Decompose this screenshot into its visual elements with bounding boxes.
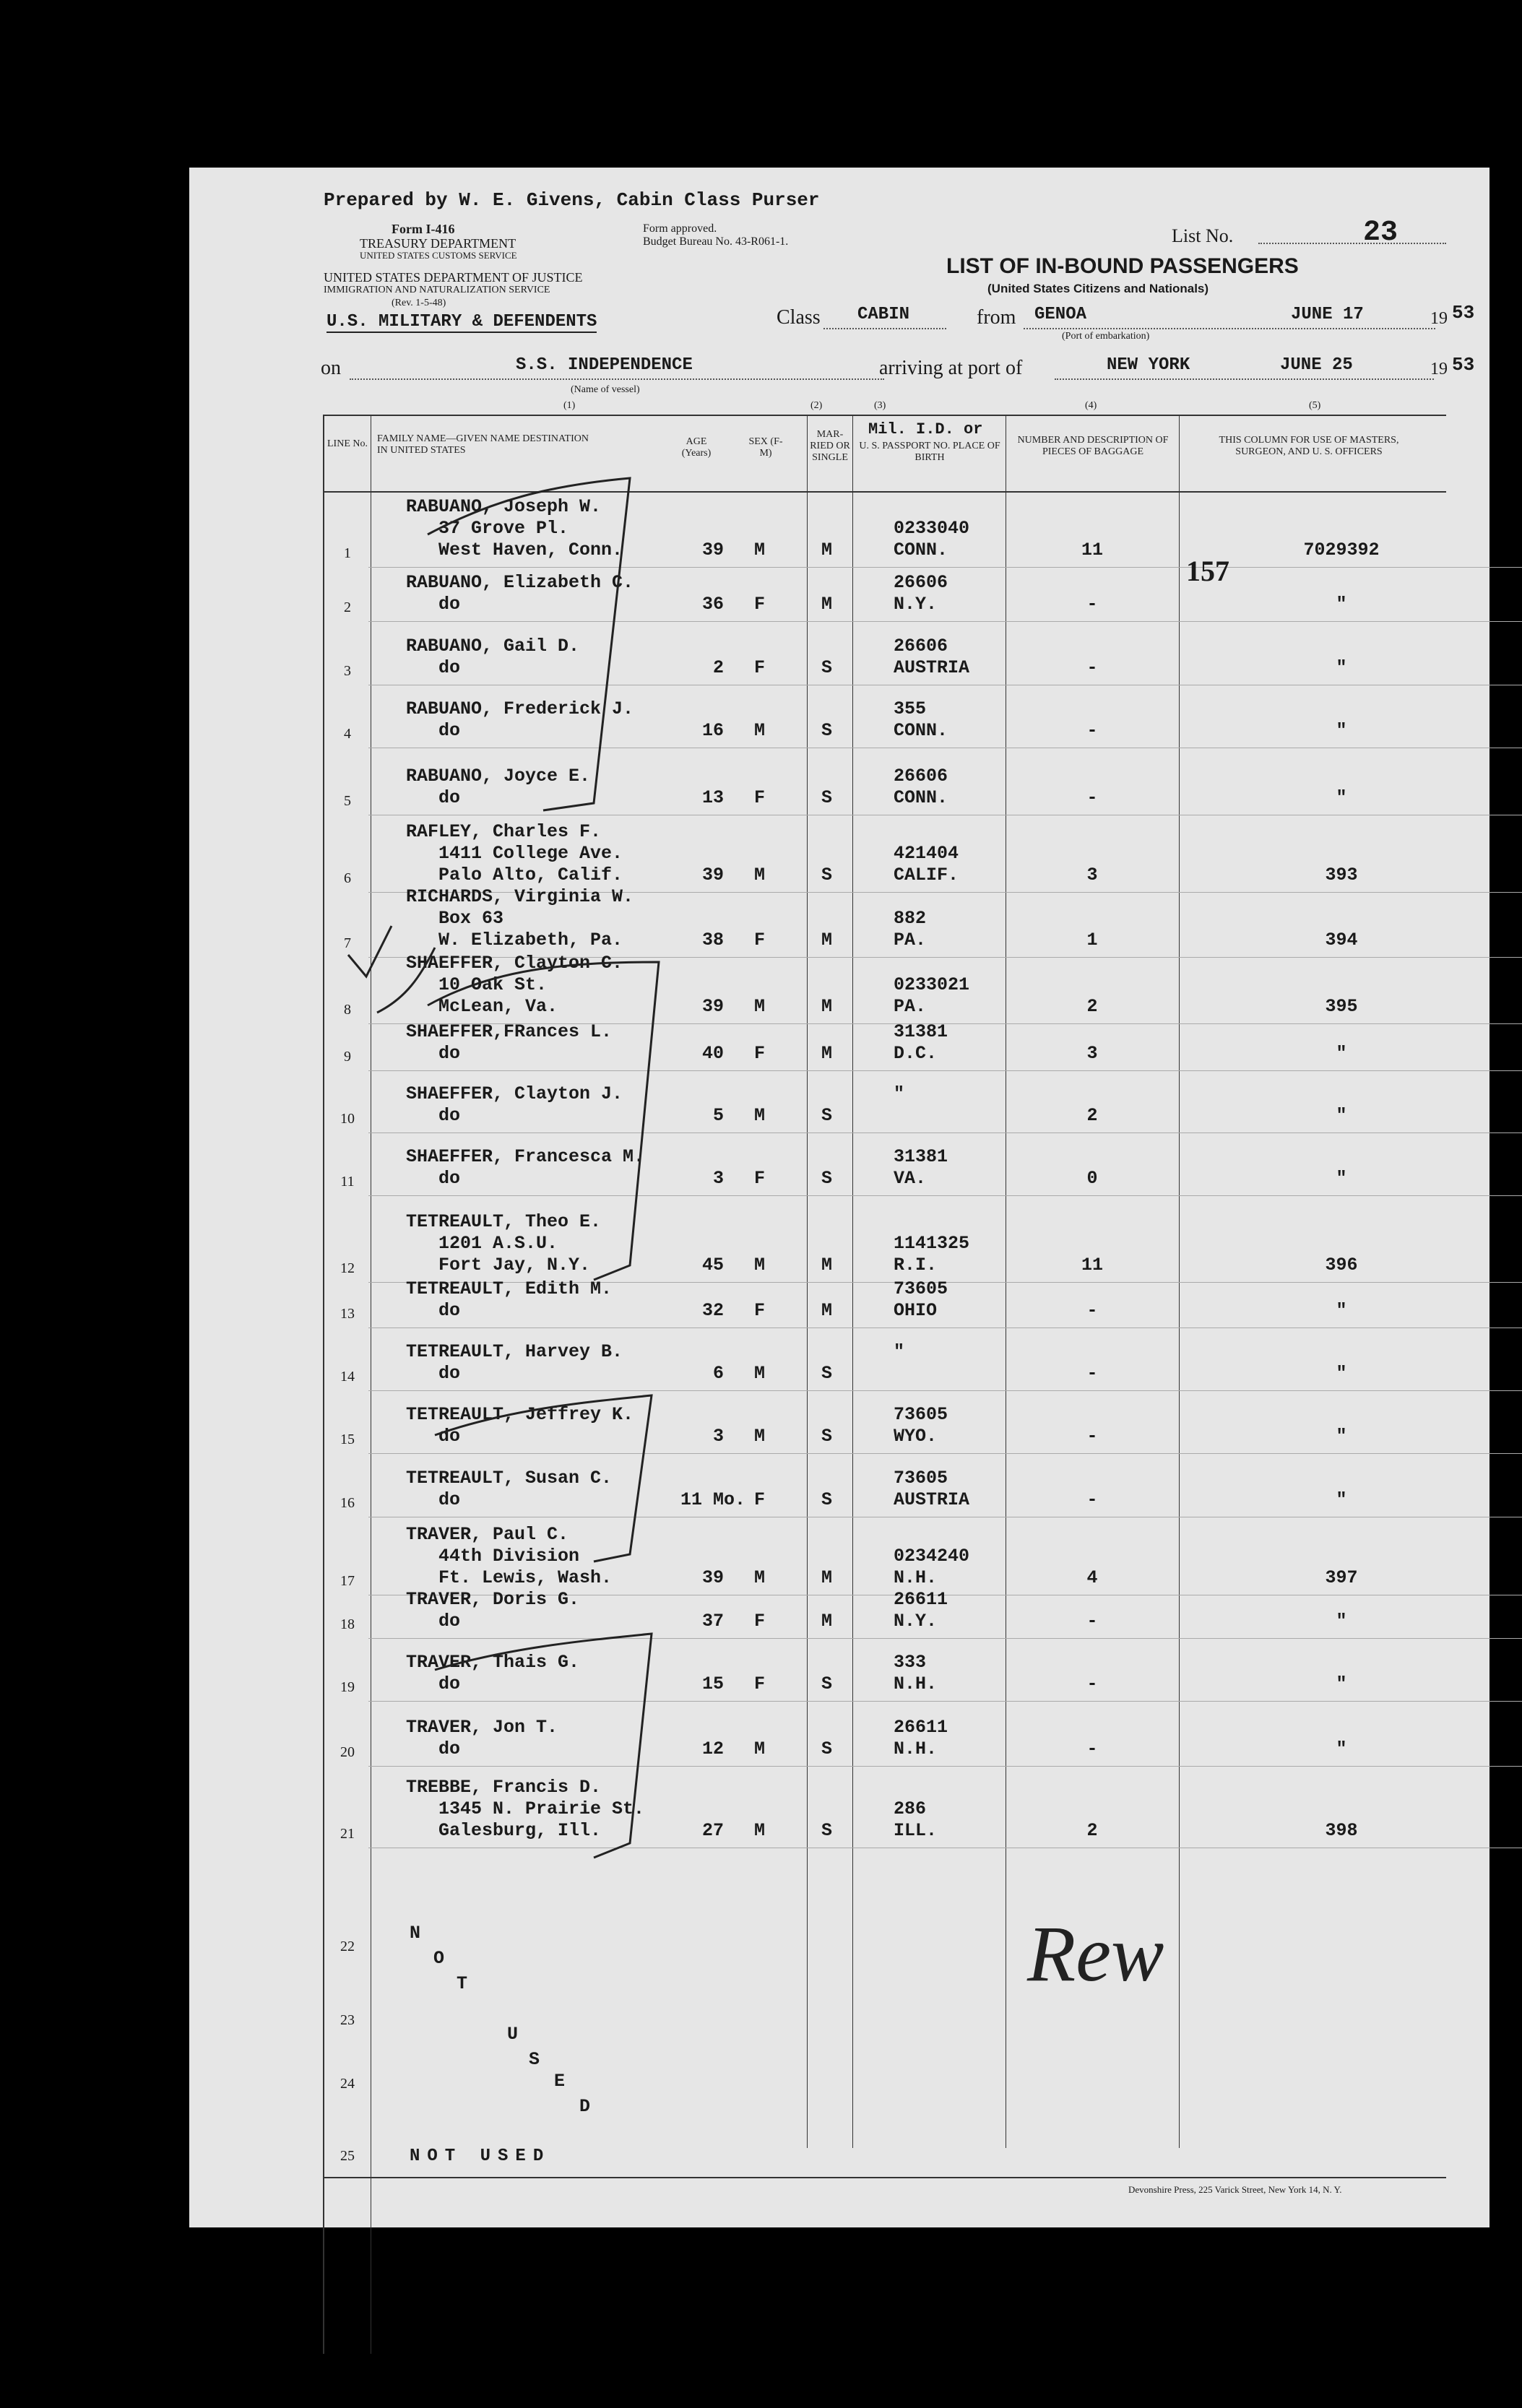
passenger-destination-city: Palo Alto, Calif. — [438, 865, 623, 885]
not-used-letter: U — [507, 2024, 519, 2045]
passenger-sex: F — [754, 1043, 766, 1064]
passenger-destination: do — [438, 1168, 461, 1189]
passenger-destination-city: Fort Jay, N.Y. — [438, 1255, 591, 1276]
class-label: Class — [777, 306, 821, 329]
passenger-sex: F — [754, 787, 766, 808]
passenger-id: 1141325 — [894, 1233, 970, 1254]
passenger-birthplace: N.Y. — [894, 594, 938, 615]
passenger-sex: M — [754, 865, 766, 885]
passenger-destination: 44th Division — [438, 1546, 580, 1567]
passenger-name: TETREAULT, Harvey B. — [406, 1341, 623, 1362]
passenger-name: TETREAULT, Jeffrey K. — [406, 1404, 634, 1425]
passenger-destination-city: McLean, Va. — [438, 996, 558, 1017]
passenger-baggage: - — [1086, 787, 1098, 808]
passenger-name: RABUANO, Gail D. — [406, 636, 580, 657]
passenger-destination: do — [438, 1673, 461, 1694]
passenger-sex: F — [754, 1300, 766, 1321]
col-num-1: (1) — [563, 400, 576, 411]
passenger-baggage: - — [1086, 720, 1098, 741]
passenger-baggage: 0 — [1086, 1168, 1098, 1189]
line-number: 17 — [340, 1573, 355, 1589]
passenger-age: 37 — [701, 1611, 724, 1632]
line-number: 1 — [344, 545, 351, 561]
passenger-baggage: 2 — [1086, 1820, 1098, 1841]
passenger-age: 45 — [701, 1255, 724, 1276]
line-number: 6 — [344, 870, 351, 886]
officer-notes: " — [1336, 1673, 1347, 1694]
officer-notes: " — [1336, 787, 1347, 808]
passenger-baggage: - — [1086, 1426, 1098, 1447]
line-number: 19 — [340, 1679, 355, 1695]
passenger-baggage: 11 — [1081, 1255, 1103, 1276]
passenger-destination-city: West Haven, Conn. — [438, 540, 623, 560]
budget-bureau: Budget Bureau No. 43-R061-1. — [643, 235, 789, 248]
passenger-sex: M — [754, 1738, 766, 1759]
passenger-sex: F — [754, 1673, 766, 1694]
line-number: 20 — [340, 1744, 355, 1760]
passenger-marital-status: M — [821, 930, 833, 950]
passenger-name: TRAVER, Paul C. — [406, 1524, 569, 1545]
passenger-destination: do — [438, 1105, 461, 1126]
passenger-id: 882 — [894, 908, 927, 929]
arrival-year: 53 — [1452, 354, 1475, 376]
not-used-letter: T — [457, 1973, 468, 1994]
passenger-baggage: 11 — [1081, 540, 1103, 560]
passenger-age: 27 — [701, 1820, 724, 1841]
passenger-baggage: - — [1086, 1300, 1098, 1321]
passenger-sex: M — [754, 540, 766, 560]
officer-notes: 395 — [1325, 996, 1358, 1017]
officer-notes: 394 — [1325, 930, 1358, 950]
passenger-destination: 10 Oak St. — [438, 974, 548, 995]
col-head-line-no: LINE No. — [327, 438, 368, 449]
passenger-birthplace: CONN. — [894, 720, 948, 741]
passenger-sex: M — [754, 996, 766, 1017]
passenger-age: 16 — [701, 720, 724, 741]
col-num-4: (4) — [1085, 400, 1097, 411]
not-used-letter: S — [529, 2049, 540, 2070]
customs-service: UNITED STATES CUSTOMS SERVICE — [360, 250, 517, 261]
passenger-sex: M — [754, 1426, 766, 1447]
military-dependents: U.S. MILITARY & DEFENDENTS — [327, 312, 597, 332]
passenger-destination: do — [438, 1738, 461, 1759]
passenger-baggage: - — [1086, 594, 1098, 615]
depart-year-prefix: 19 — [1430, 309, 1448, 328]
line-number: 11 — [340, 1174, 355, 1190]
passenger-marital-status: M — [821, 594, 833, 615]
passenger-marital-status: S — [821, 1738, 833, 1759]
passenger-age: 2 — [712, 657, 724, 678]
officer-notes: 397 — [1325, 1567, 1358, 1588]
passenger-marital-status: S — [821, 1426, 833, 1447]
passenger-destination: do — [438, 720, 461, 741]
officer-notes: " — [1336, 1489, 1347, 1510]
justice-dept: UNITED STATES DEPARTMENT OF JUSTICE — [324, 270, 583, 285]
passenger-manifest-page — [189, 168, 1489, 2227]
col-head-age: AGE (Years) — [681, 436, 712, 459]
officer-notes: 396 — [1325, 1255, 1358, 1276]
passenger-sex: F — [754, 930, 766, 950]
immigration-service: IMMIGRATION AND NATURALIZATION SERVICE — [324, 285, 550, 295]
passenger-name: RAFLEY, Charles F. — [406, 821, 602, 842]
passenger-age: 39 — [701, 1567, 724, 1588]
vessel-name: S.S. INDEPENDENCE — [516, 355, 693, 375]
passenger-name: TRAVER, Doris G. — [406, 1589, 580, 1610]
passenger-birthplace: AUSTRIA — [894, 657, 970, 678]
vessel-label: (Name of vessel) — [571, 384, 640, 395]
passenger-marital-status: M — [821, 1255, 833, 1276]
passenger-marital-status: S — [821, 1105, 833, 1126]
form-title: LIST OF IN-BOUND PASSENGERS — [946, 254, 1299, 278]
from-port: GENOA — [1034, 305, 1087, 324]
passenger-age: 12 — [701, 1738, 724, 1759]
passenger-id: 73605 — [894, 1278, 948, 1299]
passenger-id: 26606 — [894, 636, 948, 657]
passenger-birthplace: VA. — [894, 1168, 927, 1189]
depart-year: 53 — [1452, 302, 1475, 324]
arrival-year-prefix: 19 — [1430, 360, 1448, 378]
signature: Rew — [1027, 1910, 1164, 1998]
passenger-sex: F — [754, 1611, 766, 1632]
from-label: from — [977, 306, 1016, 329]
passenger-destination: do — [438, 1611, 461, 1632]
col-head-sex: SEX (F-M) — [748, 436, 783, 459]
form-subtitle: (United States Citizens and Nationals) — [987, 282, 1209, 295]
passenger-id: 73605 — [894, 1404, 948, 1425]
not-used-letter: D — [579, 2096, 591, 2117]
passenger-birthplace: ILL. — [894, 1820, 938, 1841]
form-number: Form I-416 — [392, 222, 455, 236]
passenger-baggage: 1 — [1086, 930, 1098, 950]
passenger-age: 38 — [701, 930, 724, 950]
line-number: 15 — [340, 1432, 355, 1447]
passenger-name: TETREAULT, Susan C. — [406, 1468, 613, 1489]
passenger-destination: 37 Grove Pl. — [438, 518, 569, 539]
line-number: 16 — [340, 1495, 355, 1511]
passenger-marital-status: S — [821, 1489, 833, 1510]
officer-notes: " — [1336, 594, 1347, 615]
passenger-name: SHAEFFER,FRances L. — [406, 1021, 613, 1042]
line-number: 10 — [340, 1111, 355, 1127]
passenger-birthplace: PA. — [894, 996, 927, 1017]
passenger-age: 36 — [701, 594, 724, 615]
officer-notes: " — [1336, 1363, 1347, 1384]
line-number: 2 — [344, 599, 351, 615]
col-head-officers: THIS COLUMN FOR USE OF MASTERS, SURGEON, AND U. S. OFFICERS — [1219, 435, 1399, 457]
passenger-destination: do — [438, 1043, 461, 1064]
class-value: CABIN — [857, 305, 910, 324]
passenger-marital-status: M — [821, 540, 833, 560]
officer-notes: " — [1336, 1611, 1347, 1632]
passenger-name: TRAVER, Jon T. — [406, 1717, 558, 1738]
passenger-baggage: - — [1086, 1489, 1098, 1510]
passenger-sex: F — [754, 1489, 766, 1510]
passenger-destination: do — [438, 787, 461, 808]
passenger-baggage: 3 — [1086, 1043, 1098, 1064]
officer-notes: " — [1336, 1426, 1347, 1447]
on-label: on — [321, 357, 341, 379]
passenger-marital-status: S — [821, 1820, 833, 1841]
col-head-married: MAR-RIED OR SINGLE — [810, 429, 850, 463]
passenger-id: 333 — [894, 1652, 927, 1673]
passenger-destination-city: Ft. Lewis, Wash. — [438, 1567, 613, 1588]
line-number: 14 — [340, 1369, 355, 1385]
passenger-birthplace: WYO. — [894, 1426, 938, 1447]
passenger-baggage: 2 — [1086, 1105, 1098, 1126]
col-num-2: (2) — [810, 400, 823, 411]
passenger-birthplace: N.H. — [894, 1567, 938, 1588]
passenger-id: 286 — [894, 1798, 927, 1819]
not-used-letter: O — [433, 1948, 445, 1969]
passenger-marital-status: M — [821, 996, 833, 1017]
passenger-birthplace: OHIO — [894, 1300, 938, 1321]
passenger-marital-status: S — [821, 787, 833, 808]
passenger-marital-status: S — [821, 1363, 833, 1384]
passenger-marital-status: M — [821, 1611, 833, 1632]
passenger-age: 39 — [701, 996, 724, 1017]
passenger-id: 26611 — [894, 1717, 948, 1738]
passenger-age: 3 — [712, 1426, 724, 1447]
passenger-id: 0233021 — [894, 974, 970, 995]
line-number: 25 — [340, 2148, 355, 2164]
port-embark-label: (Port of embarkation) — [1062, 331, 1150, 342]
col-head-passport: U. S. PASSPORT NO. PLACE OF BIRTH — [859, 441, 1000, 463]
passenger-name: RICHARDS, Virginia W. — [406, 886, 634, 907]
officer-notes: 398 — [1325, 1820, 1358, 1841]
passenger-baggage: - — [1086, 1363, 1098, 1384]
passenger-birthplace: D.C. — [894, 1043, 938, 1064]
col-head-baggage: NUMBER AND DESCRIPTION OF PIECES OF BAGGAGE — [1017, 435, 1169, 457]
line-number: 13 — [340, 1306, 355, 1322]
passenger-name: SHAEFFER, Clayton C. — [406, 953, 623, 974]
line-number: 21 — [340, 1826, 355, 1842]
passenger-marital-status: S — [821, 720, 833, 741]
officer-notes: " — [1336, 1300, 1347, 1321]
arriving-label: arriving at port of — [879, 357, 1023, 379]
officer-notes: " — [1336, 720, 1347, 741]
passenger-age: 39 — [701, 865, 724, 885]
passenger-destination-city: W. Elizabeth, Pa. — [438, 930, 623, 950]
passenger-destination: do — [438, 1426, 461, 1447]
handwritten-157: 157 — [1186, 555, 1229, 587]
passenger-marital-status: S — [821, 1168, 833, 1189]
line-number: 8 — [344, 1002, 351, 1018]
passenger-age: 32 — [701, 1300, 724, 1321]
not-used-letter: E — [554, 2071, 566, 2092]
passenger-id: 0234240 — [894, 1546, 970, 1567]
passenger-birthplace: CALIF. — [894, 865, 959, 885]
passenger-marital-status: S — [821, 865, 833, 885]
passenger-birthplace: AUSTRIA — [894, 1489, 970, 1510]
prepared-by: Prepared by W. E. Givens, Cabin Class Purser — [324, 189, 820, 211]
passenger-age: 5 — [712, 1105, 724, 1126]
passenger-marital-status: S — [821, 1673, 833, 1694]
passenger-sex: M — [754, 1255, 766, 1276]
line-number: 23 — [340, 2012, 355, 2028]
passenger-name: RABUANO, Elizabeth C. — [406, 572, 634, 593]
line-number: 18 — [340, 1616, 355, 1632]
depart-date: JUNE 17 — [1291, 305, 1364, 324]
passenger-birthplace: CONN. — [894, 540, 948, 560]
passenger-name: RABUANO, Joyce E. — [406, 766, 591, 787]
passenger-id: 31381 — [894, 1146, 948, 1167]
passenger-destination: 1345 N. Prairie St. — [438, 1798, 645, 1819]
passenger-destination: 1201 A.S.U. — [438, 1233, 558, 1254]
line-number: 9 — [344, 1049, 351, 1065]
line-number: 24 — [340, 2076, 355, 2092]
officer-notes: " — [1336, 1738, 1347, 1759]
not-used-letter: N — [410, 1923, 421, 1944]
arrival-date: JUNE 25 — [1280, 355, 1353, 375]
passenger-destination: Box 63 — [438, 908, 504, 929]
passenger-baggage: - — [1086, 1611, 1098, 1632]
line-number: 12 — [340, 1260, 355, 1276]
passenger-id: 31381 — [894, 1021, 948, 1042]
passenger-destination: do — [438, 1363, 461, 1384]
handwritten-bracket-marks — [189, 168, 1489, 2227]
passenger-destination: do — [438, 1489, 461, 1510]
passenger-sex: M — [754, 1567, 766, 1588]
col-num-5: (5) — [1309, 400, 1321, 411]
passenger-birthplace: PA. — [894, 930, 927, 950]
passenger-sex: M — [754, 720, 766, 741]
passenger-name: TETREAULT, Theo E. — [406, 1211, 602, 1232]
col-head-passport-typed: Mil. I.D. or — [868, 420, 983, 438]
passenger-id: 26606 — [894, 572, 948, 593]
officer-notes: 393 — [1325, 865, 1358, 885]
passenger-destination-city: Galesburg, Ill. — [438, 1820, 602, 1841]
passenger-age: 3 — [712, 1168, 724, 1189]
col-num-3: (3) — [874, 400, 886, 411]
passenger-birthplace: R.I. — [894, 1255, 938, 1276]
passenger-baggage: - — [1086, 1738, 1098, 1759]
arrival-port: NEW YORK — [1107, 355, 1190, 375]
passenger-id: 26606 — [894, 766, 948, 787]
passenger-name: SHAEFFER, Francesca M. — [406, 1146, 645, 1167]
passenger-id: 0233040 — [894, 518, 970, 539]
officer-notes: " — [1336, 1105, 1347, 1126]
treasury-dept: TREASURY DEPARTMENT — [360, 236, 516, 251]
passenger-sex: F — [754, 594, 766, 615]
list-no: 23 — [1363, 217, 1398, 249]
passenger-destination: do — [438, 1300, 461, 1321]
passenger-id: " — [894, 1083, 905, 1104]
line-number: 22 — [340, 1939, 355, 1954]
passenger-marital-status: M — [821, 1567, 833, 1588]
passenger-id: 73605 — [894, 1468, 948, 1489]
not-used-footer: NOT USED — [410, 2147, 551, 2166]
passenger-marital-status: M — [821, 1043, 833, 1064]
passenger-marital-status: S — [821, 657, 833, 678]
passenger-name: TETREAULT, Edith M. — [406, 1278, 613, 1299]
officer-notes: " — [1336, 657, 1347, 678]
passenger-sex: F — [754, 657, 766, 678]
passenger-birthplace: N.H. — [894, 1738, 938, 1759]
passenger-baggage: - — [1086, 657, 1098, 678]
passenger-baggage: - — [1086, 1673, 1098, 1694]
form-approved: Form approved. — [643, 222, 717, 235]
passenger-sex: M — [754, 1820, 766, 1841]
passenger-destination: do — [438, 657, 461, 678]
passenger-age: 13 — [701, 787, 724, 808]
passenger-destination: 1411 College Ave. — [438, 843, 623, 864]
passenger-birthplace: N.Y. — [894, 1611, 938, 1632]
passenger-id: 26611 — [894, 1589, 948, 1610]
passenger-name: TREBBE, Francis D. — [406, 1777, 602, 1798]
line-number: 5 — [344, 793, 351, 809]
passenger-id: " — [894, 1341, 905, 1362]
passenger-name: TRAVER, Thais G. — [406, 1652, 580, 1673]
line-number: 7 — [344, 935, 351, 951]
line-number: 4 — [344, 726, 351, 742]
form-revision: (Rev. 1-5-48) — [392, 298, 446, 308]
officer-notes: " — [1336, 1168, 1347, 1189]
passenger-id: 355 — [894, 698, 927, 719]
passenger-age: 39 — [701, 540, 724, 560]
line-number: 3 — [344, 663, 351, 679]
passenger-name: RABUANO, Frederick J. — [406, 698, 634, 719]
passenger-age: 15 — [701, 1673, 724, 1694]
passenger-baggage: 2 — [1086, 996, 1098, 1017]
col-head-name: FAMILY NAME—GIVEN NAME DESTINATION IN UNITED STATES — [377, 433, 589, 456]
printer-imprint: Devonshire Press, 225 Varick Street, New York 14, N. Y. — [1128, 2184, 1342, 2195]
passenger-sex: M — [754, 1363, 766, 1384]
passenger-sex: M — [754, 1105, 766, 1126]
passenger-age: 11 Mo. — [680, 1489, 746, 1510]
passenger-id: 421404 — [894, 843, 959, 864]
passenger-sex: F — [754, 1168, 766, 1189]
passenger-age: 6 — [712, 1363, 724, 1384]
passenger-marital-status: M — [821, 1300, 833, 1321]
passenger-baggage: 4 — [1086, 1567, 1098, 1588]
passenger-name: RABUANO, Joseph W. — [406, 496, 602, 517]
passenger-birthplace: N.H. — [894, 1673, 938, 1694]
passenger-baggage: 3 — [1086, 865, 1098, 885]
passenger-birthplace: CONN. — [894, 787, 948, 808]
passenger-age: 40 — [701, 1043, 724, 1064]
officer-notes: " — [1336, 1043, 1347, 1064]
list-no-label: List No. — [1172, 225, 1234, 246]
passenger-destination: do — [438, 594, 461, 615]
passenger-name: SHAEFFER, Clayton J. — [406, 1083, 623, 1104]
officer-notes: 7029392 — [1303, 540, 1380, 560]
